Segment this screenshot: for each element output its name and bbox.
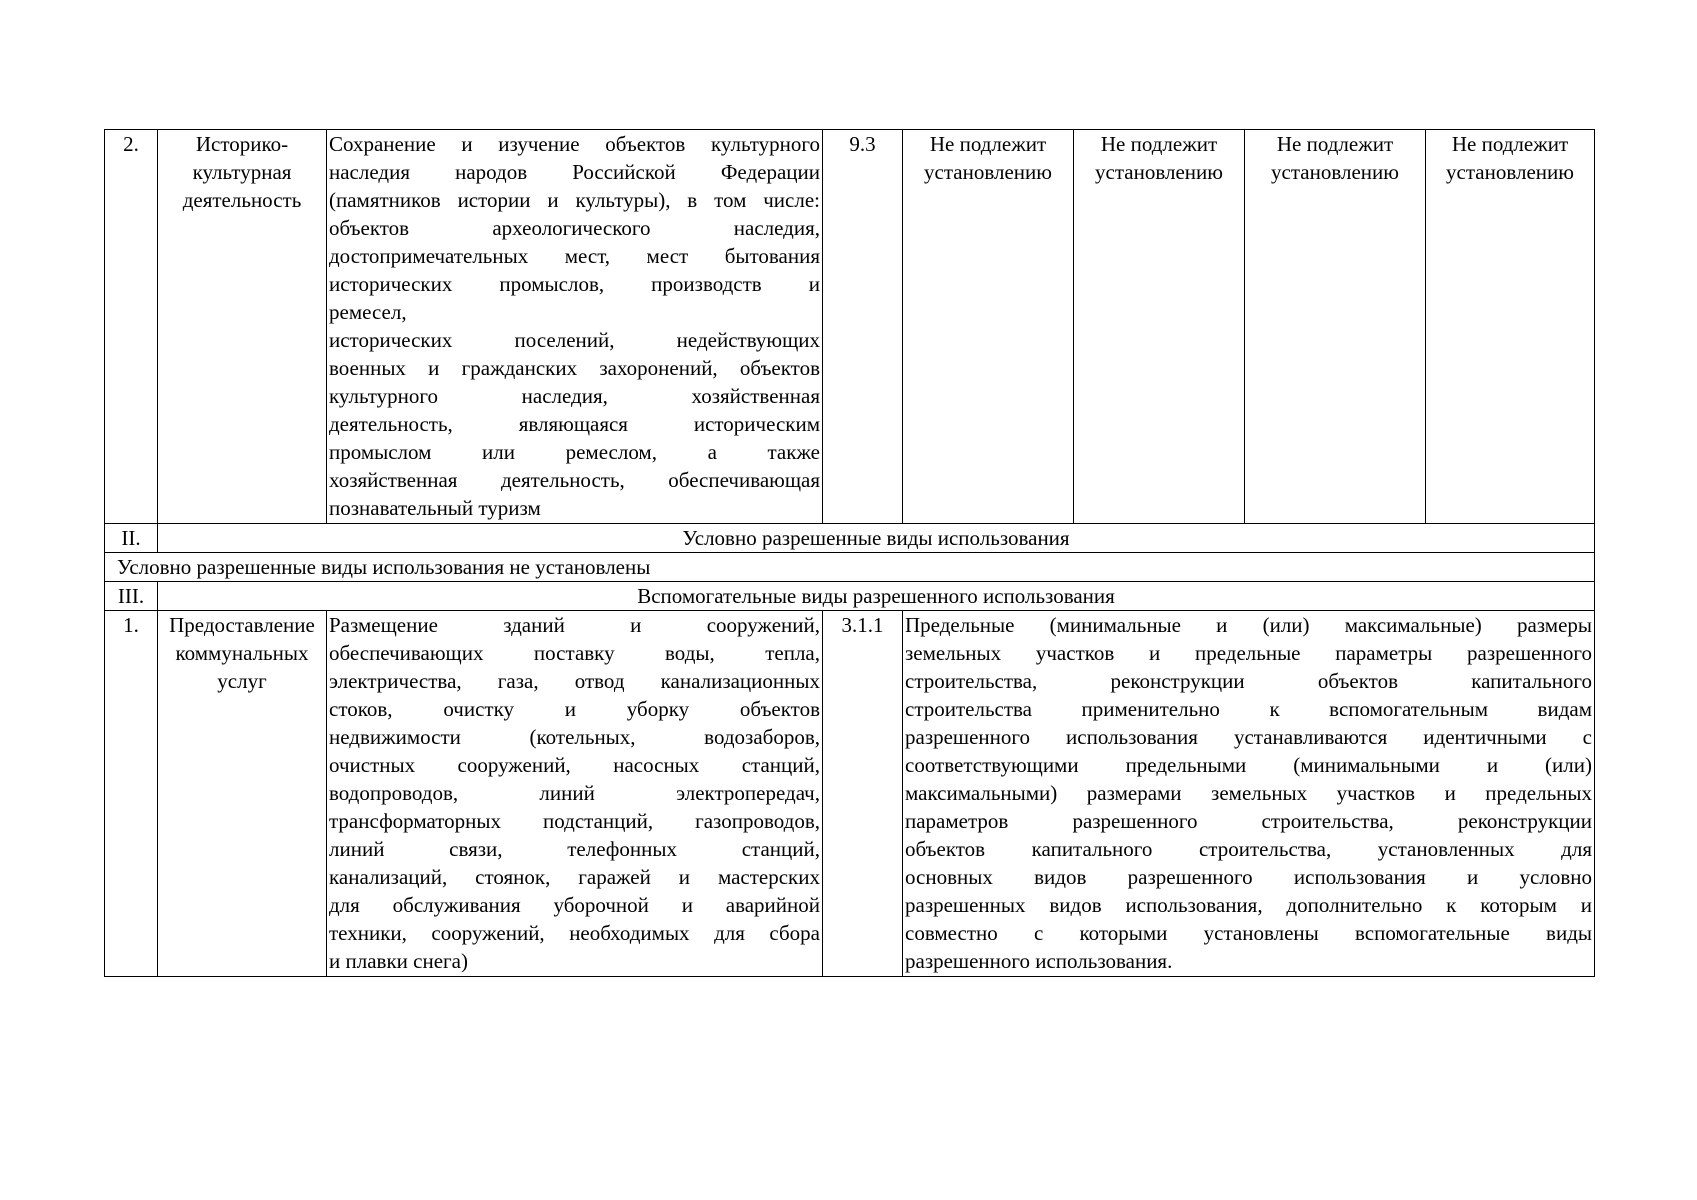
section-note: Условно разрешенные виды использования не установлены [105, 553, 1595, 582]
params-line: земельных участков и предельные параметры разрешенного [905, 641, 1592, 665]
classifier-code: 9.3 [823, 130, 903, 524]
description-line: водопроводов, линий электропередач, [329, 781, 820, 805]
params-line: основных видов разрешенного использования и условно [905, 865, 1592, 889]
section-number: II. [105, 524, 158, 553]
description-line: военных и гражданских захоронений, объектов [329, 356, 820, 380]
params-line: строительства применительно к вспомогательным видам [905, 697, 1592, 721]
description-line: очистных сооружений, насосных станций, [329, 753, 820, 777]
land-use-table [104, 129, 1595, 977]
param-cell: Не подлежит установлению [1245, 130, 1426, 524]
params-line: соответствующими предельными (минимальными и (или) [905, 753, 1592, 777]
description-line: деятельность, являющаяся историческим [329, 412, 820, 436]
section-title: Условно разрешенные виды использования [158, 524, 1595, 553]
description-line: стоков, очистку и уборку объектов [329, 697, 820, 721]
description-line: промыслом или ремеслом, а также [329, 440, 820, 464]
description-line: и плавки снега) [329, 949, 468, 973]
description-line: обеспечивающих поставку воды, тепла, [329, 641, 820, 665]
description-line: Размещение зданий и сооружений, [329, 613, 820, 637]
table-row-historical-cultural [105, 130, 1595, 524]
row-number: 2. [105, 130, 158, 524]
param-cell: Не подлежит установлению [1074, 130, 1245, 524]
name-line: услуг [217, 669, 267, 693]
params-line: совместно с которыми установлены вспомогательные виды [905, 921, 1592, 945]
params-line: разрешенного использования устанавливаются идентичными с [905, 725, 1592, 749]
row-number: 1. [105, 611, 158, 977]
param-cell: Не подлежит установлению [903, 130, 1074, 524]
description-line: канализаций, стоянок, гаражей и мастерских [329, 865, 820, 889]
classifier-code: 3.1.1 [823, 611, 903, 977]
description-line: недвижимости (котельных, водозаборов, [329, 725, 820, 749]
description-line: для обслуживания уборочной и аварийной [329, 893, 820, 917]
description-line: хозяйственная деятельность, обеспечивающая [329, 468, 820, 492]
section-number: III. [105, 582, 158, 611]
description-line: (памятников истории и культуры), в том числе: [329, 188, 820, 212]
name-line: коммунальных [175, 641, 309, 665]
section-note-row [105, 553, 1595, 582]
section-title: Вспомогательные виды разрешенного использования [158, 582, 1595, 611]
use-type-description [327, 611, 823, 977]
description-line: трансформаторных подстанций, газопроводов, [329, 809, 820, 833]
use-type-name [158, 611, 327, 977]
description-line: Сохранение и изучение объектов культурного [329, 132, 820, 156]
params-line: строительства, реконструкции объектов капитального [905, 669, 1592, 693]
table-row-utilities [105, 611, 1595, 977]
name-line: Предоставление [169, 613, 315, 637]
section-row-auxiliary [105, 582, 1595, 611]
params-line: Предельные (минимальные и (или) максимальные) размеры [905, 613, 1592, 637]
description-line: электричества, газа, отвод канализационных [329, 669, 820, 693]
params-line: разрешенных видов использования, дополнительно к которым и [905, 893, 1592, 917]
use-type-name: Историко-культурная деятельность [158, 130, 327, 524]
params-line: объектов капитального строительства, установленных для [905, 837, 1592, 861]
param-cell: Не подлежит установлению [1426, 130, 1595, 524]
description-line: культурного наследия, хозяйственная [329, 384, 820, 408]
description-line: ремесел, [329, 300, 407, 324]
description-line: достопримечательных мест, мест бытования [329, 244, 820, 268]
description-line: исторических поселений, недействующих [329, 328, 820, 352]
use-type-description [327, 130, 823, 524]
description-line: объектов археологического наследия, [329, 216, 820, 240]
section-row-conditional [105, 524, 1595, 553]
params-line: максимальными) размерами земельных участков и предельных [905, 781, 1592, 805]
description-line: техники, сооружений, необходимых для сбора [329, 921, 820, 945]
params-text [903, 611, 1595, 977]
description-line: исторических промыслов, производств и [329, 272, 820, 296]
params-line: параметров разрешенного строительства, реконструкции [905, 809, 1592, 833]
params-line: разрешенного использования. [905, 949, 1173, 973]
description-line: познавательный туризм [329, 496, 541, 520]
description-line: линий связи, телефонных станций, [329, 837, 820, 861]
description-line: наследия народов Российской Федерации [329, 160, 820, 184]
